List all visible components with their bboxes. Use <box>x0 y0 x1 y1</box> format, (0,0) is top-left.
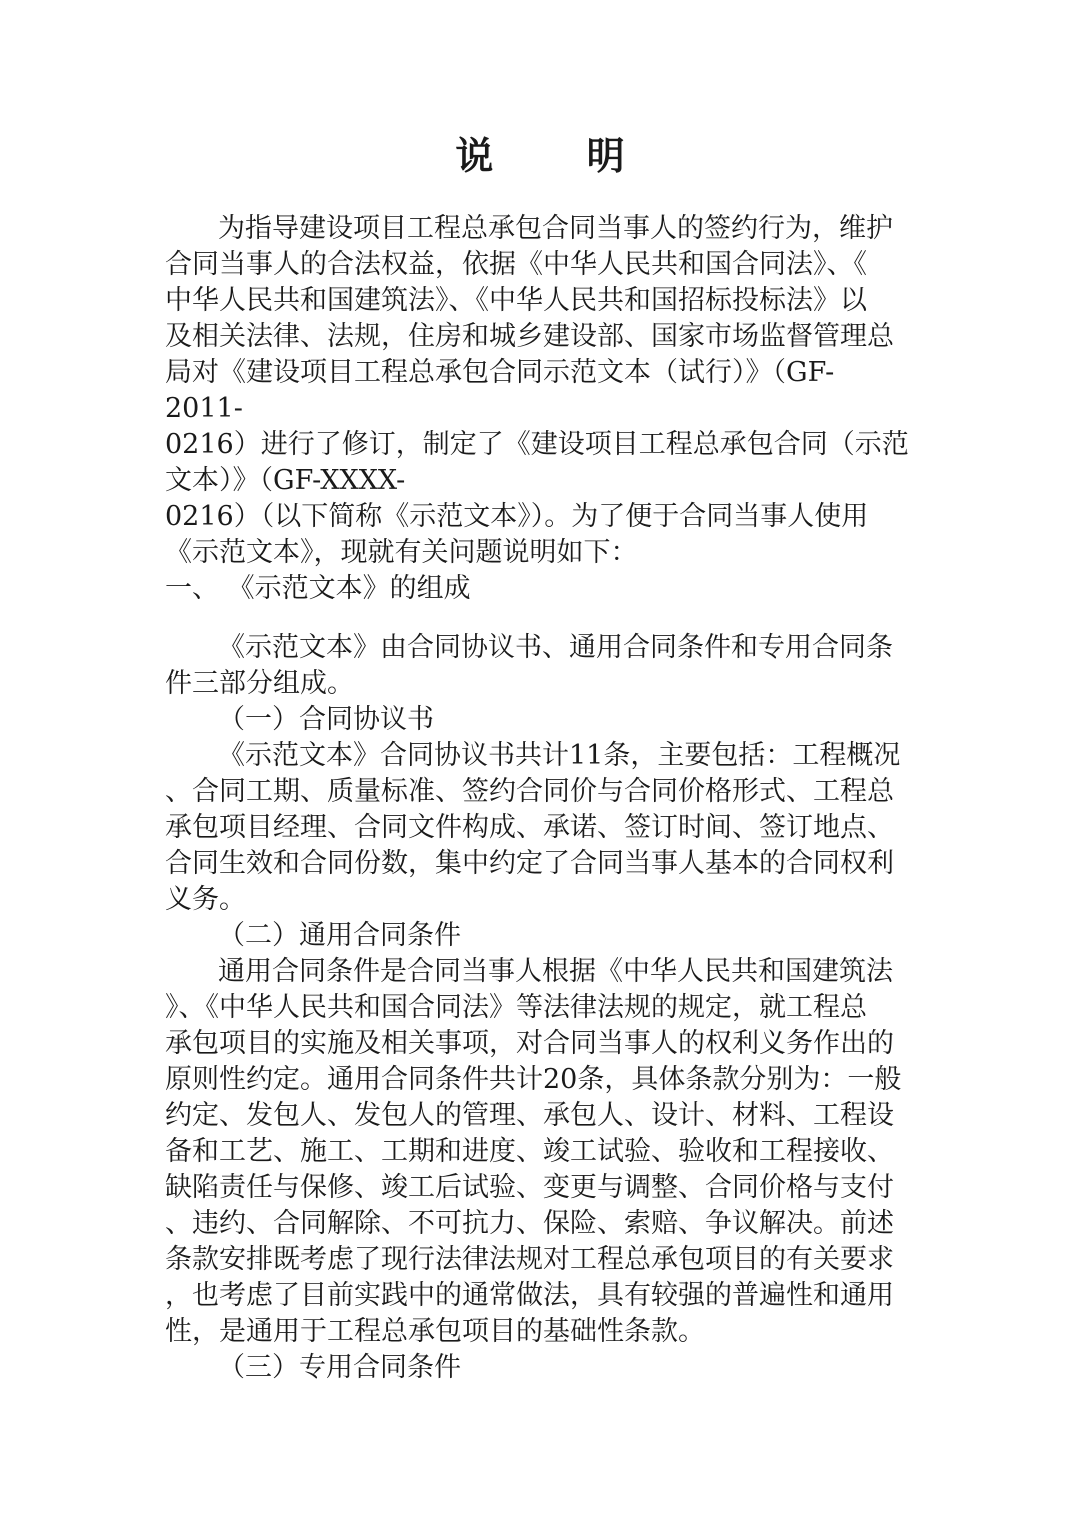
text-line: 》、《中华人民共和国合同法》等法律法规的规定，就工程总 <box>165 992 867 1023</box>
text-line: 原则性约定。通用合同条件共计20条，具体条款分别为：一般 <box>165 1064 902 1095</box>
text-line: 《示范文本》合同协议书共计11条，主要包括：工程概况 <box>218 740 901 771</box>
text-line: 、违约、合同解除、不可抗力、保险、索赔、争议解决。前述 <box>165 1208 894 1239</box>
text-line: ，也考虑了目前实践中的通常做法，具有较强的普遍性和通用 <box>165 1280 894 1311</box>
text-line: 及相关法律、法规，住房和城乡建设部、国家市场监督管理总 <box>165 321 894 352</box>
text-line: 局对《建设项目工程总承包合同示范文本（试行）》（GF- <box>165 357 835 388</box>
text-line: 件三部分组成。 <box>165 668 354 699</box>
text-line: 承包项目的实施及相关事项，对合同当事人的权利义务作出的 <box>165 1028 894 1059</box>
text-line: 、合同工期、质量标准、签约合同价与合同价格形式、工程总 <box>165 776 894 807</box>
subsection-heading: （二）通用合同条件 <box>218 920 461 951</box>
text-line: 《示范文本》由合同协议书、通用合同条件和专用合同条 <box>218 632 893 663</box>
text-line: 中华人民共和国建筑法》、《中华人民共和国招标投标法》以 <box>165 285 867 316</box>
text-line: 合同生效和合同份数，集中约定了合同当事人基本的合同权利 <box>165 848 894 879</box>
text-line: 《示范文本》，现就有关问题说明如下： <box>165 537 638 568</box>
text-line: 备和工艺、施工、工期和进度、竣工试验、验收和工程接收、 <box>165 1136 894 1167</box>
section-heading: 一、 《示范文本》的组成 <box>165 573 471 604</box>
document-title: 说 明 <box>455 133 665 178</box>
text-line: 缺陷责任与保修、竣工后试验、变更与调整、合同价格与支付 <box>165 1172 894 1203</box>
text-line: 文本）》（GF-XXXX- <box>165 465 406 496</box>
subsection-heading: （三）专用合同条件 <box>218 1352 461 1383</box>
text-line: 通用合同条件是合同当事人根据《中华人民共和国建筑法 <box>218 956 893 987</box>
text-line: 0216）（以下简称《示范文本》）。为了便于合同当事人使用 <box>165 501 869 532</box>
text-line: 2011- <box>165 393 243 424</box>
text-line: 性，是通用于工程总承包项目的基础性条款。 <box>165 1316 705 1347</box>
subsection-heading: （一）合同协议书 <box>218 704 434 735</box>
text-line: 合同当事人的合法权益，依据《中华人民共和国合同法》、《 <box>165 249 867 280</box>
text-line: 约定、发包人、发包人的管理、承包人、设计、材料、工程设 <box>165 1100 894 1131</box>
text-line: 条款安排既考虑了现行法律法规对工程总承包项目的有关要求 <box>165 1244 894 1275</box>
text-line: 为指导建设项目工程总承包合同当事人的签约行为，维护 <box>218 213 893 244</box>
text-line: 承包项目经理、合同文件构成、承诺、签订时间、签订地点、 <box>165 812 894 843</box>
text-line: 0216）进行了修订，制定了《建设项目工程总承包合同（示范 <box>165 429 909 460</box>
text-line: 义务。 <box>165 884 246 915</box>
